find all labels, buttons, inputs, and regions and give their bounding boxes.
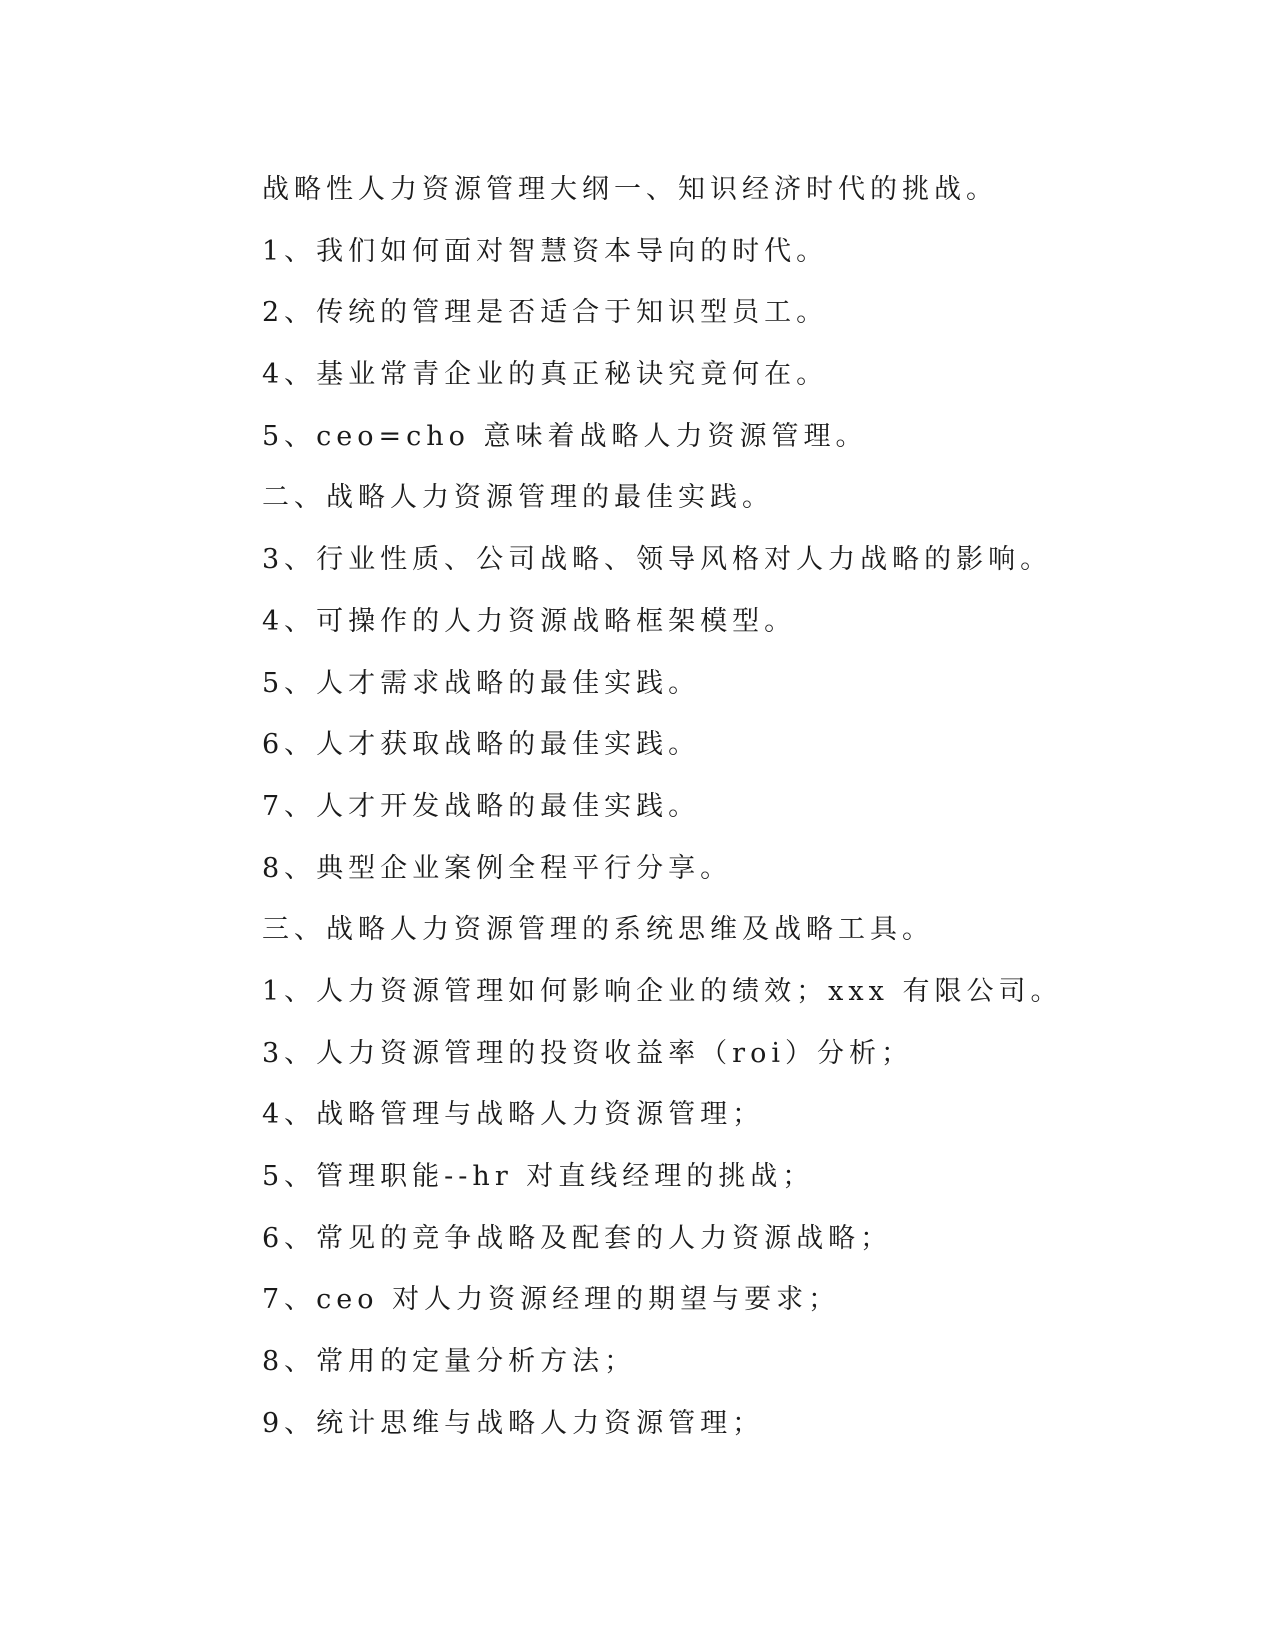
list-item: 6、常见的竞争战略及配套的人力资源战略； <box>262 1222 893 1254</box>
list-item: 5、管理职能--hr 对直线经理的挑战； <box>262 1161 815 1192</box>
list-item: 3、行业性质、公司战略、领导风格对人力战略的影响。 <box>262 544 1053 576</box>
document-title-line: 战略性人力资源管理大纲一、知识经济时代的挑战。 <box>262 174 998 205</box>
list-item: 8、典型企业案例全程平行分享。 <box>262 852 733 884</box>
section-heading: 三、战略人力资源管理的系统思维及战略工具。 <box>262 914 934 946</box>
list-item: 5、人才需求战略的最佳实践。 <box>262 667 701 699</box>
list-item: 4、可操作的人力资源战略框架模型。 <box>262 605 797 637</box>
list-item: 2、传统的管理是否适合于知识型员工。 <box>262 297 829 329</box>
list-item: 8、常用的定量分析方法； <box>262 1346 637 1378</box>
document-body <box>262 166 1063 1461</box>
list-item: 6、人才获取战略的最佳实践。 <box>262 729 701 761</box>
list-item: 1、我们如何面对智慧资本导向的时代。 <box>262 235 829 267</box>
list-item: 5、ceo=cho 意味着战略人力资源管理。 <box>262 420 868 452</box>
list-item: 1、人力资源管理如何影响企业的绩效；xxx 有限公司。 <box>262 975 1063 1007</box>
section-heading: 二、战略人力资源管理的最佳实践。 <box>262 482 774 514</box>
list-item: 7、人才开发战略的最佳实践。 <box>262 790 701 822</box>
list-item: 3、人力资源管理的投资收益率（roi）分析； <box>262 1037 913 1069</box>
list-item: 4、战略管理与战略人力资源管理； <box>262 1099 765 1131</box>
list-item: 7、ceo 对人力资源经理的期望与要求； <box>262 1284 841 1316</box>
list-item: 4、基业常青企业的真正秘诀究竟何在。 <box>262 359 829 391</box>
list-item: 9、统计思维与战略人力资源管理； <box>262 1407 765 1439</box>
